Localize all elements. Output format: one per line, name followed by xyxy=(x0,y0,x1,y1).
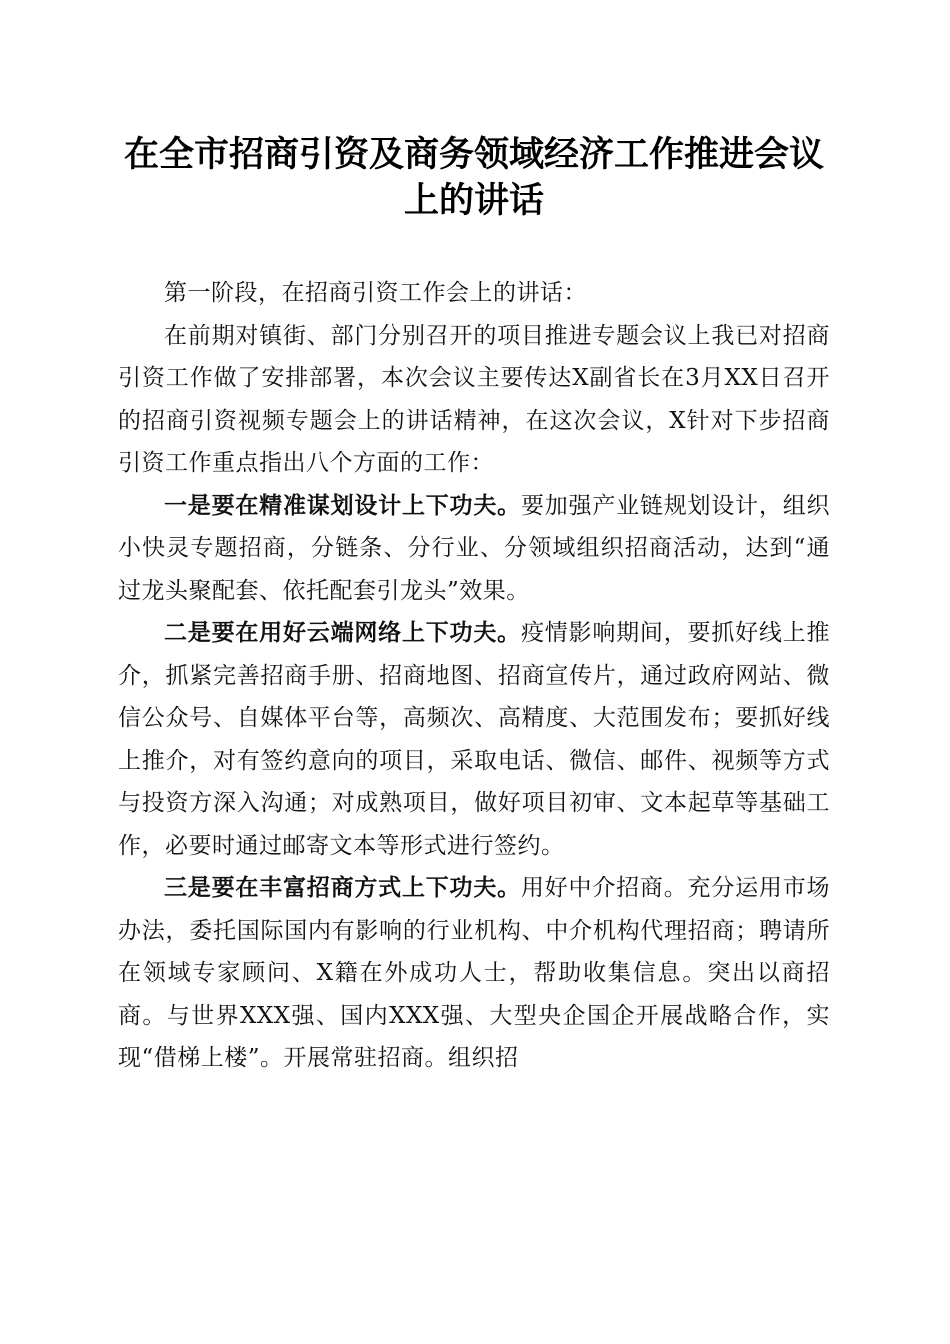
point-text-3: 用好中介招商。充分运用市场办法，委托国际国内有影响的行业机构、中介机构代理招商；聘请所在领域专家顾问、X籍在外成功人士，帮助收集信息。突出以商招商。与世界XXX强、国内XXX强、大型央企国企开展战略合作，实现“借梯上楼”。开展常驻招商。组织招 xyxy=(118,875,831,1071)
point-text-2: 疫情影响期间，要抓好线上推介，抓紧完善招商手册、招商地图、招商宣传片，通过政府网站、微信公众号、自媒体平台等，高频次、高精度、大范围发布；要抓好线上推介，对有签约意向的项目，采取电话、微信、邮件、视频等方式与投资方深入沟通；对成熟项目，做好项目初审、文本起草等基础工作，必要时通过邮寄文本等形式进行签约。 xyxy=(118,620,831,859)
intro-paragraph: 在前期对镇街、部门分别召开的项目推进专题会议上我已对招商引资工作做了安排部署，本次会议主要传达X副省长在3月XX日召开的招商引资视频专题会上的讲话精神，在这次会议，X针对下步招商引资工作重点指出八个方面的工作： xyxy=(118,322,830,476)
document-title-line-2: 上的讲话 xyxy=(403,180,544,221)
point-text-1: 要加强产业链规划设计，组织小快灵专题招商，分链条、分行业、分领域组织招商活动，达到“通过龙头聚配套、依托配套引龙头”效果。 xyxy=(118,492,831,604)
document-title-line-1: 在全市招商引资及商务领域经济工作推进会议 xyxy=(123,134,824,175)
document-title xyxy=(118,132,830,224)
document-body xyxy=(118,272,830,1080)
section-heading: 第一阶段，在招商引资工作会上的讲话： xyxy=(164,280,587,306)
document-content xyxy=(118,132,830,1080)
point-lead-2: 二是要在用好云端网络上下功夫。 xyxy=(164,619,521,646)
point-paragraph-1 xyxy=(118,485,830,613)
point-paragraph-2 xyxy=(118,612,830,867)
point-lead-1: 一是要在精准谋划设计上下功夫。 xyxy=(164,491,521,519)
point-paragraph-3 xyxy=(118,867,830,1080)
point-lead-3: 三是要在丰富招商方式上下功夫。 xyxy=(164,874,521,901)
